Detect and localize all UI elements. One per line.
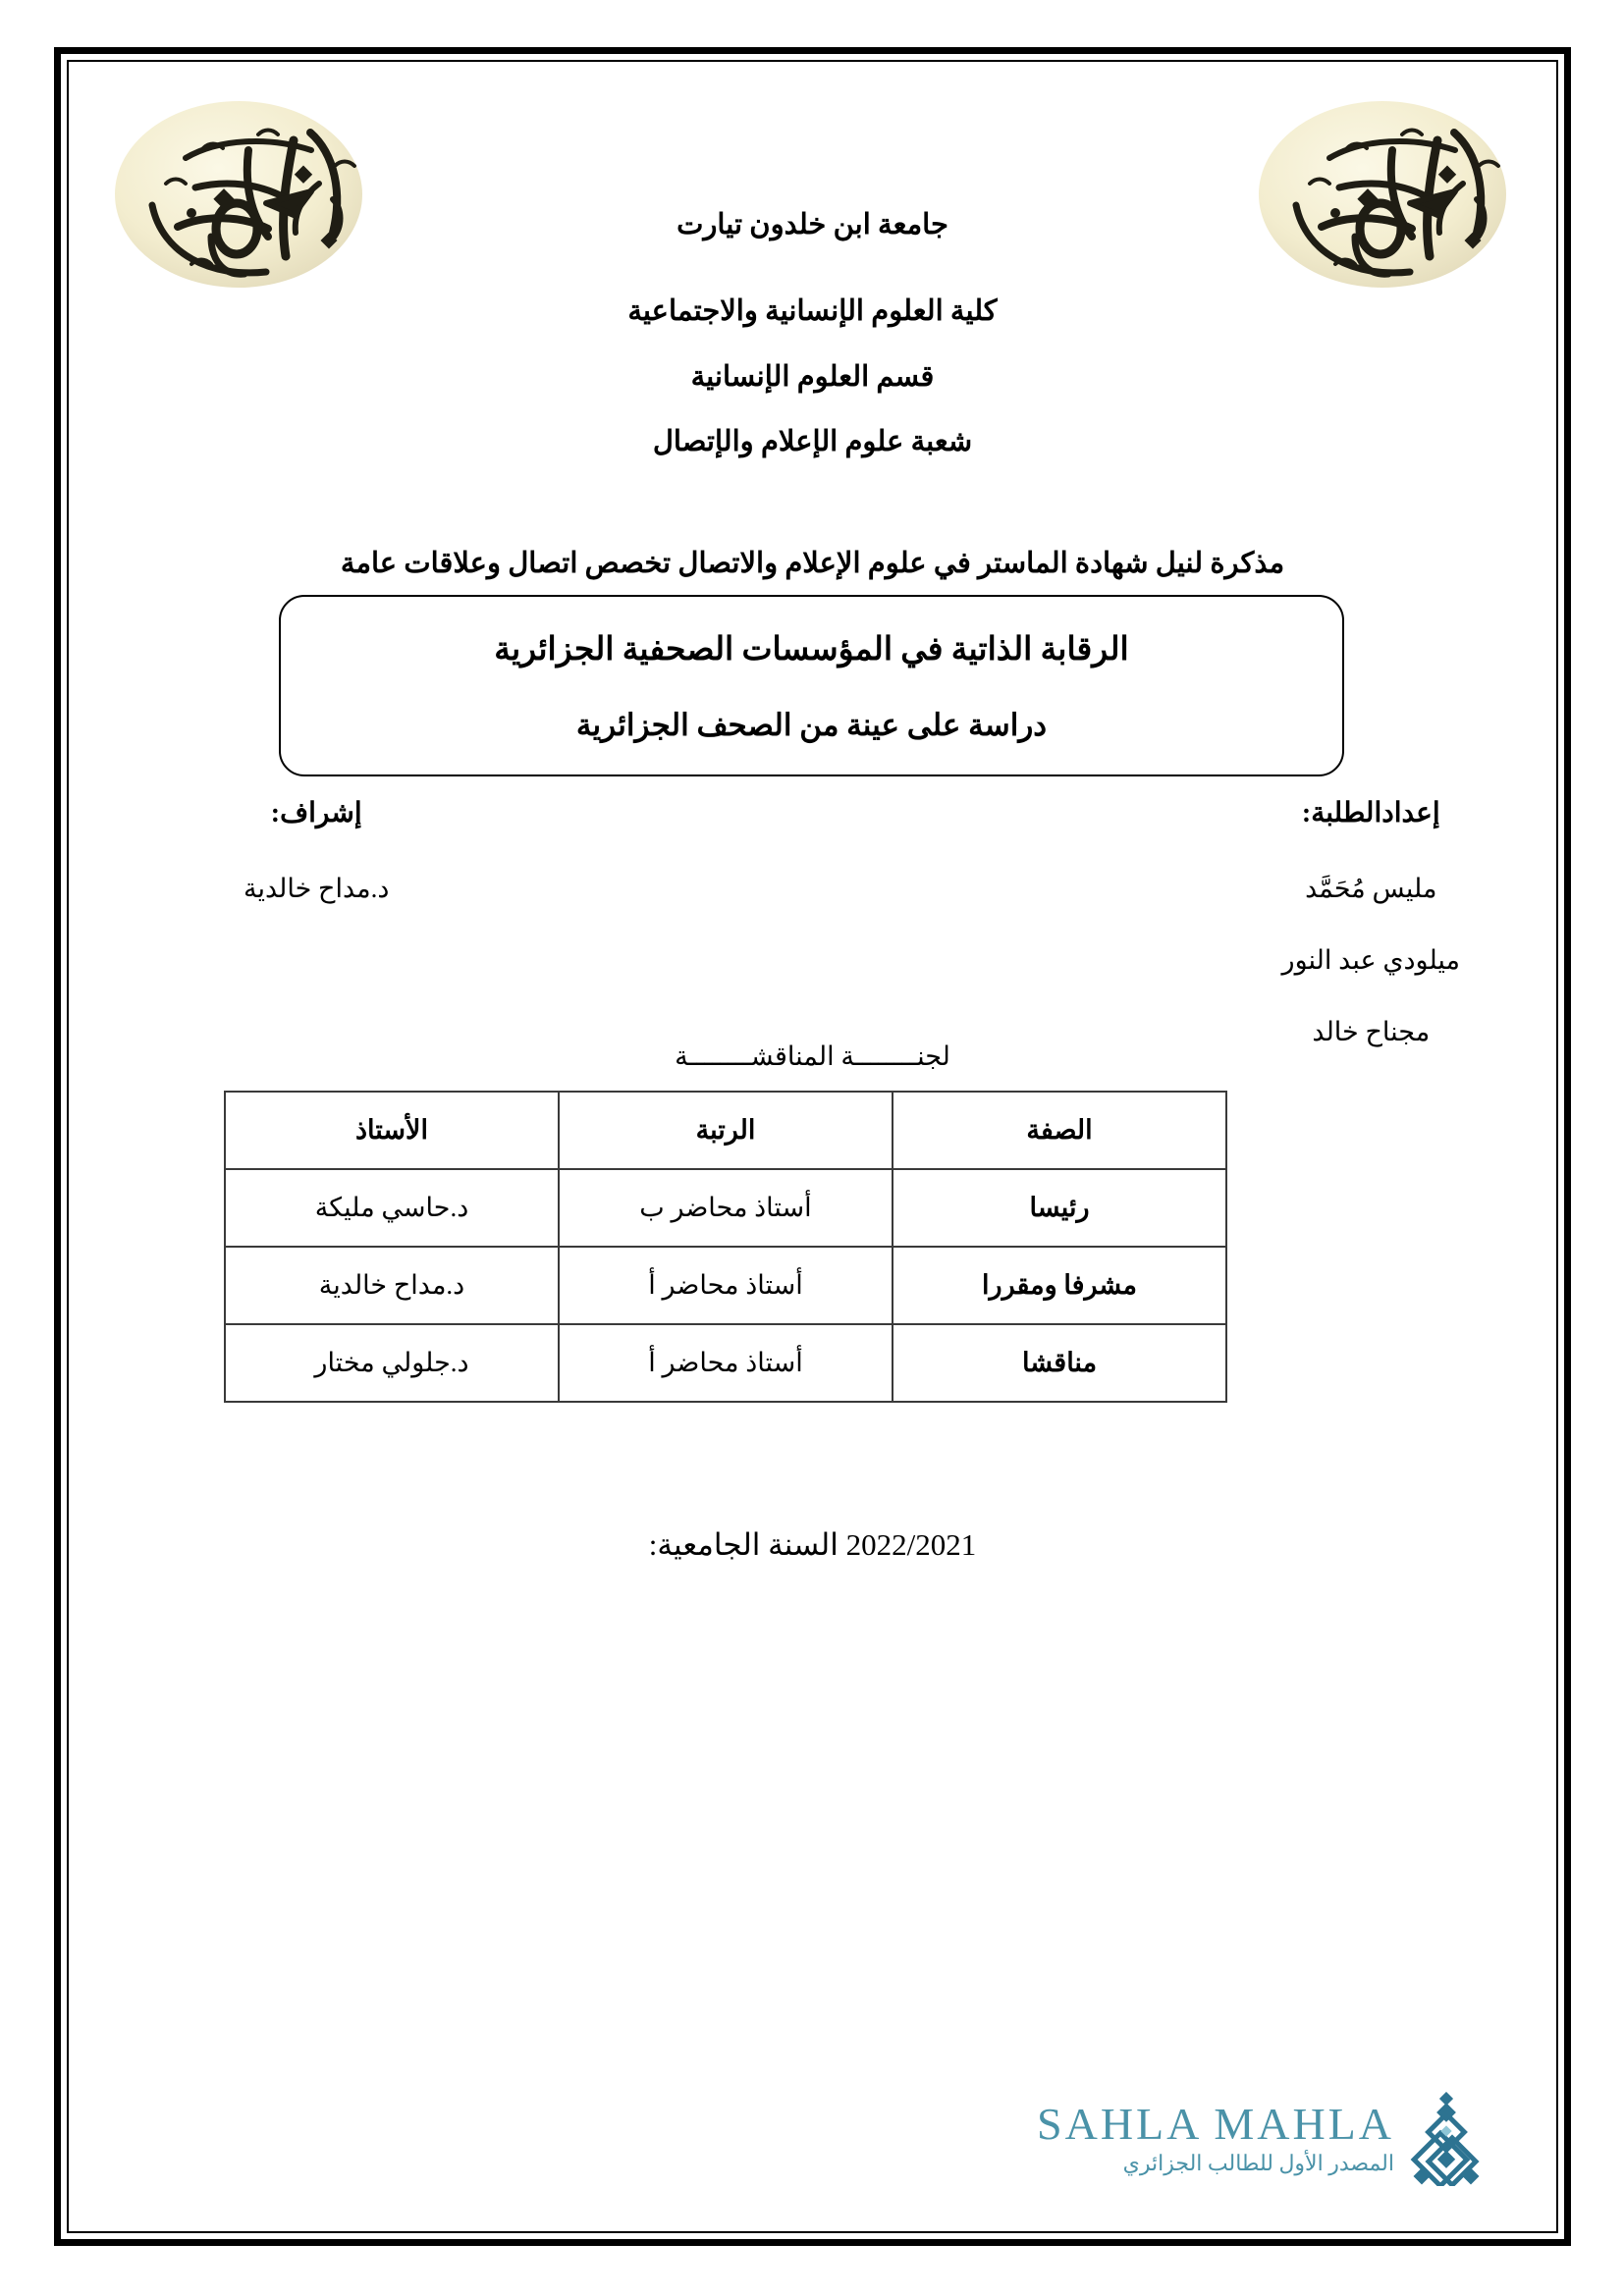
cell-role: مشرفا ومقررا (893, 1247, 1226, 1324)
column-header-professor: الأستاذ (225, 1092, 559, 1169)
thesis-title-main: الرقابة الذاتية في المؤسسات الصحفية الجزائرية (494, 631, 1129, 667)
column-header-role: الصفة (893, 1092, 1226, 1169)
page-content (67, 60, 1558, 2233)
footer-brand-logo (1037, 2092, 1485, 2186)
table-row (225, 1324, 1226, 1402)
student-name: ميلودي عبد النور (1281, 945, 1460, 975)
table-row (225, 1247, 1226, 1324)
brand-text-group (1037, 2099, 1394, 2176)
committee-heading: لجنــــــــة المناقشــــــــة (675, 1041, 950, 1071)
supervisor-label: إشراف: (270, 798, 362, 828)
student-name: مجناح خالد (1312, 1017, 1431, 1046)
cell-rank: أستاذ محاضر أ (559, 1324, 893, 1402)
jury-table-container (224, 1091, 1227, 1403)
institution-header (67, 207, 1558, 459)
cell-role: مناقشا (893, 1324, 1226, 1402)
cell-professor: د.جلولي مختار (225, 1324, 559, 1402)
jury-table (224, 1091, 1227, 1403)
column-header-rank: الرتبة (559, 1092, 893, 1169)
brand-name: SAHLA MAHLA (1037, 2099, 1394, 2149)
university-name: جامعة ابن خلدون تيارت (677, 209, 948, 240)
academic-year (67, 1527, 1558, 1563)
thesis-title-subtitle: دراسة على عينة من الصحف الجزائرية (575, 707, 1048, 742)
supervisor-column (244, 796, 389, 945)
faculty-name: كلية العلوم الإنسانية والاجتماعية (627, 295, 998, 328)
thesis-title-box (279, 595, 1344, 776)
branch-name: شعبة علوم الإعلام والإتصال (652, 425, 973, 457)
credits-section (67, 796, 1558, 1046)
cell-professor: د.مداح خالدية (225, 1247, 559, 1324)
table-row (225, 1169, 1226, 1247)
cell-rank: أستاذ محاضر ب (559, 1169, 893, 1247)
brand-tagline: المصدر الأول للطالب الجزائري (1122, 2151, 1394, 2175)
department-name: قسم العلوم الإنسانية (690, 360, 935, 393)
cell-professor: د.حاسي مليكة (225, 1169, 559, 1247)
table-header-row (225, 1092, 1226, 1169)
supervisor-name: د.مداح خالدية (244, 874, 390, 903)
academic-year-label: السنة الجامعية: (648, 1527, 839, 1562)
cell-rank: أستاذ محاضر أ (559, 1247, 893, 1324)
cell-role: رئيسا (893, 1169, 1226, 1247)
academic-year-value: 2022/2021 (845, 1527, 977, 1562)
degree-statement: مذكرة لنيل شهادة الماستر في علوم الإعلام والاتصال تخصص اتصال وعلاقات عامة (340, 548, 1285, 579)
students-label: إعدادالطلبة: (1301, 798, 1440, 828)
student-name: مليس مُحَمَّد (1305, 874, 1437, 903)
geometric-diamond-ornament-icon (1408, 2092, 1485, 2186)
